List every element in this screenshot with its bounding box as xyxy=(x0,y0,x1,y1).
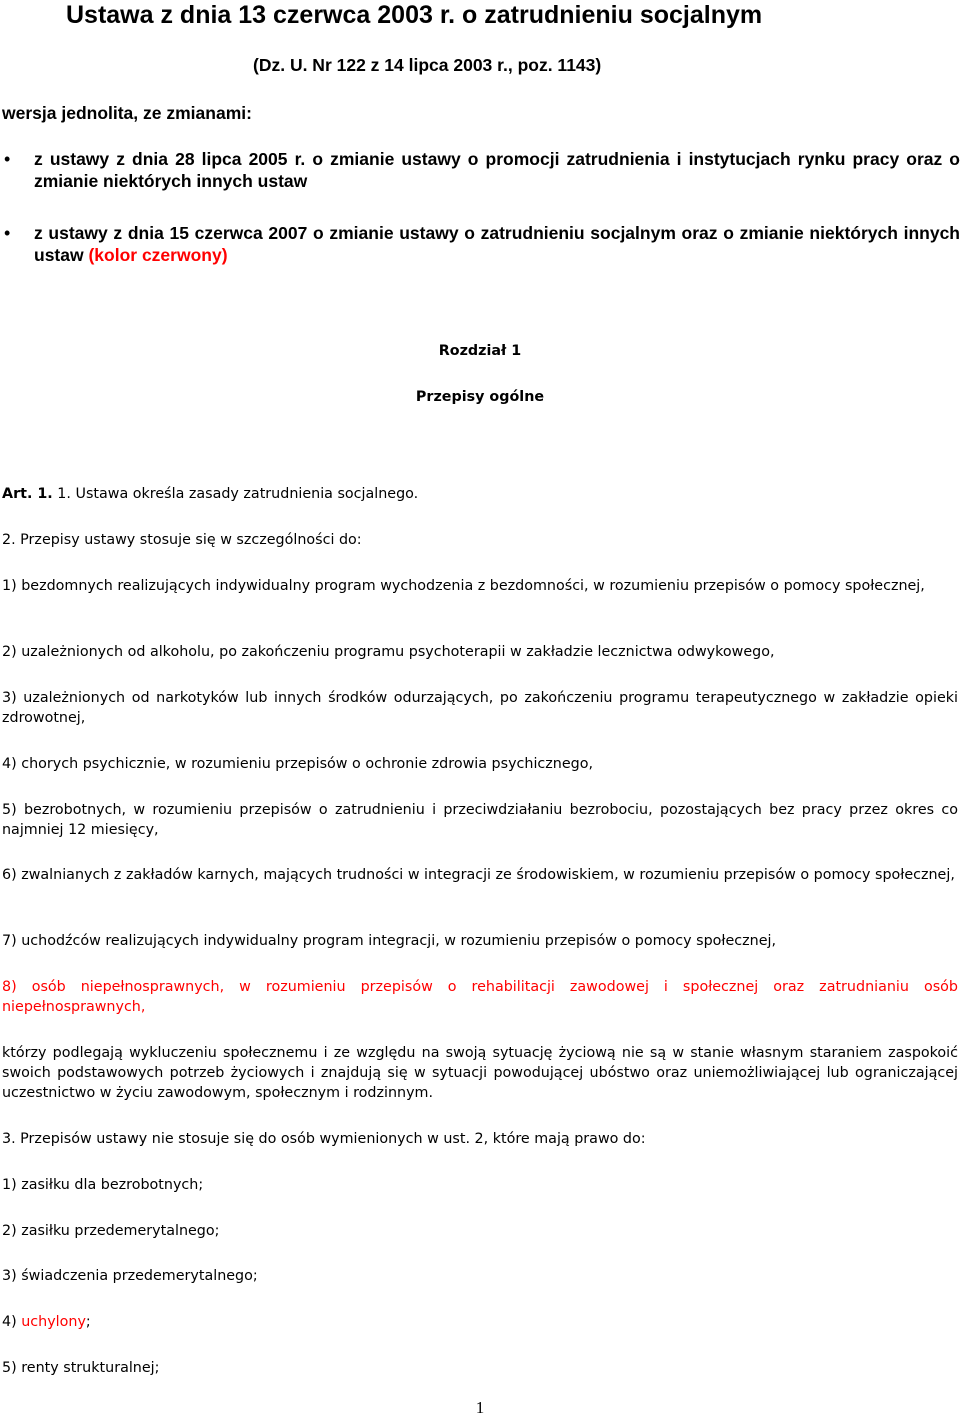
amendment-text-body: z ustawy z dnia 15 czerwca 2007 o zmianie ustawy o zatrudnieniu socjalnym oraz o zmianie niektórych innych ustaw xyxy=(34,223,960,265)
article-1-paragraph-1 xyxy=(2,484,958,504)
closing-paragraph: którzy podlegają wykluczeniu społecznemu i ze względu na swoją sytuację życiową nie są w stanie własnym staraniem zaspokoić swoich podstawowych potrzeb życiowych i znajdują się w sytuacji powodującej ubóstwo oraz uniemożliwiającej lub ograniczającej uczestnictwo w życiu zawodowym, społecznym i rodzinnym. xyxy=(2,1045,958,1101)
amendment-text xyxy=(34,148,960,192)
article-1-paragraph-2: 2. Przepisy ustawy stosuje się w szczególności do: xyxy=(2,532,362,548)
exclusion-item xyxy=(2,1312,958,1332)
exclusion-item: 2) zasiłku przedemerytalnego; xyxy=(2,1223,220,1239)
amendment-text-body: z ustawy z dnia 28 lipca 2005 r. o zmianie ustawy o promocji zatrudnienia i instytucjach rynku pracy oraz o zmianie niektórych innych ustaw xyxy=(34,149,960,191)
article-label: Art. 1. xyxy=(2,486,53,502)
list-item: 6) zwalnianych z zakładów karnych, mających trudności w integracji ze środowiskiem, w rozumieniu przepisów o pomocy społecznej, xyxy=(2,867,955,883)
chapter-title: Przepisy ogólne xyxy=(415,389,545,405)
document-title: Ustawa z dnia 13 czerwca 2003 r. o zatrudnieniu socjalnym xyxy=(66,1,763,29)
page-number: 1 xyxy=(475,1398,485,1417)
color-legend-note: (kolor czerwony) xyxy=(88,245,228,265)
list-item: 3) uzależnionych od narkotyków lub innych środków odurzających, po zakończeniu programu terapeutycznego w zakładzie opieki zdrowotnej, xyxy=(2,690,958,726)
exclusion-item: 1) zasiłku dla bezrobotnych; xyxy=(2,1177,204,1193)
bullet-icon: • xyxy=(4,149,11,169)
item-punctuation: ; xyxy=(85,1314,91,1330)
article-1-paragraph-3: 3. Przepisów ustawy nie stosuje się do osób wymienionych w ust. 2, które mają prawo do: xyxy=(2,1131,646,1147)
exclusion-item: 3) świadczenia przedemerytalnego; xyxy=(2,1268,258,1284)
list-item: 2) uzależnionych od alkoholu, po zakończeniu programu psychoterapii w zakładzie lecznictwa odwykowego, xyxy=(2,644,775,660)
bullet-icon: • xyxy=(4,223,11,243)
list-item: 1) bezdomnych realizujących indywidualny program wychodzenia z bezdomności, w rozumieniu przepisów o pomocy społecznej, xyxy=(2,578,925,594)
item-number: 4) xyxy=(2,1314,22,1330)
paragraph-text: 1. Ustawa określa zasady zatrudnienia socjalnego. xyxy=(57,486,419,502)
version-note: wersja jednolita, ze zmianami: xyxy=(2,103,252,123)
repealed-marker: uchylony xyxy=(21,1314,86,1330)
publication-reference: (Dz. U. Nr 122 z 14 lipca 2003 r., poz. 1143) xyxy=(253,55,602,75)
exclusion-item: 5) renty strukturalnej; xyxy=(2,1360,160,1376)
list-item: 5) bezrobotnych, w rozumieniu przepisów o zatrudnieniu i przeciwdziałaniu bezrobociu, pozostających bez pracy przez okres co najmniej 12 miesięcy, xyxy=(2,802,958,838)
amendment-text xyxy=(34,222,960,266)
list-item-amended: 8) osób niepełnosprawnych, w rozumieniu przepisów o rehabilitacji zawodowej i społecznej oraz zatrudnianiu osób niepełnosprawnych, xyxy=(2,979,958,1015)
chapter-heading: Rozdział 1 xyxy=(438,343,522,359)
list-item: 4) chorych psychicznie, w rozumieniu przepisów o ochronie zdrowia psychicznego, xyxy=(2,756,594,772)
list-item: 7) uchodźców realizujących indywidualny program integracji, w rozumieniu przepisów o pomocy społecznej, xyxy=(2,933,777,949)
